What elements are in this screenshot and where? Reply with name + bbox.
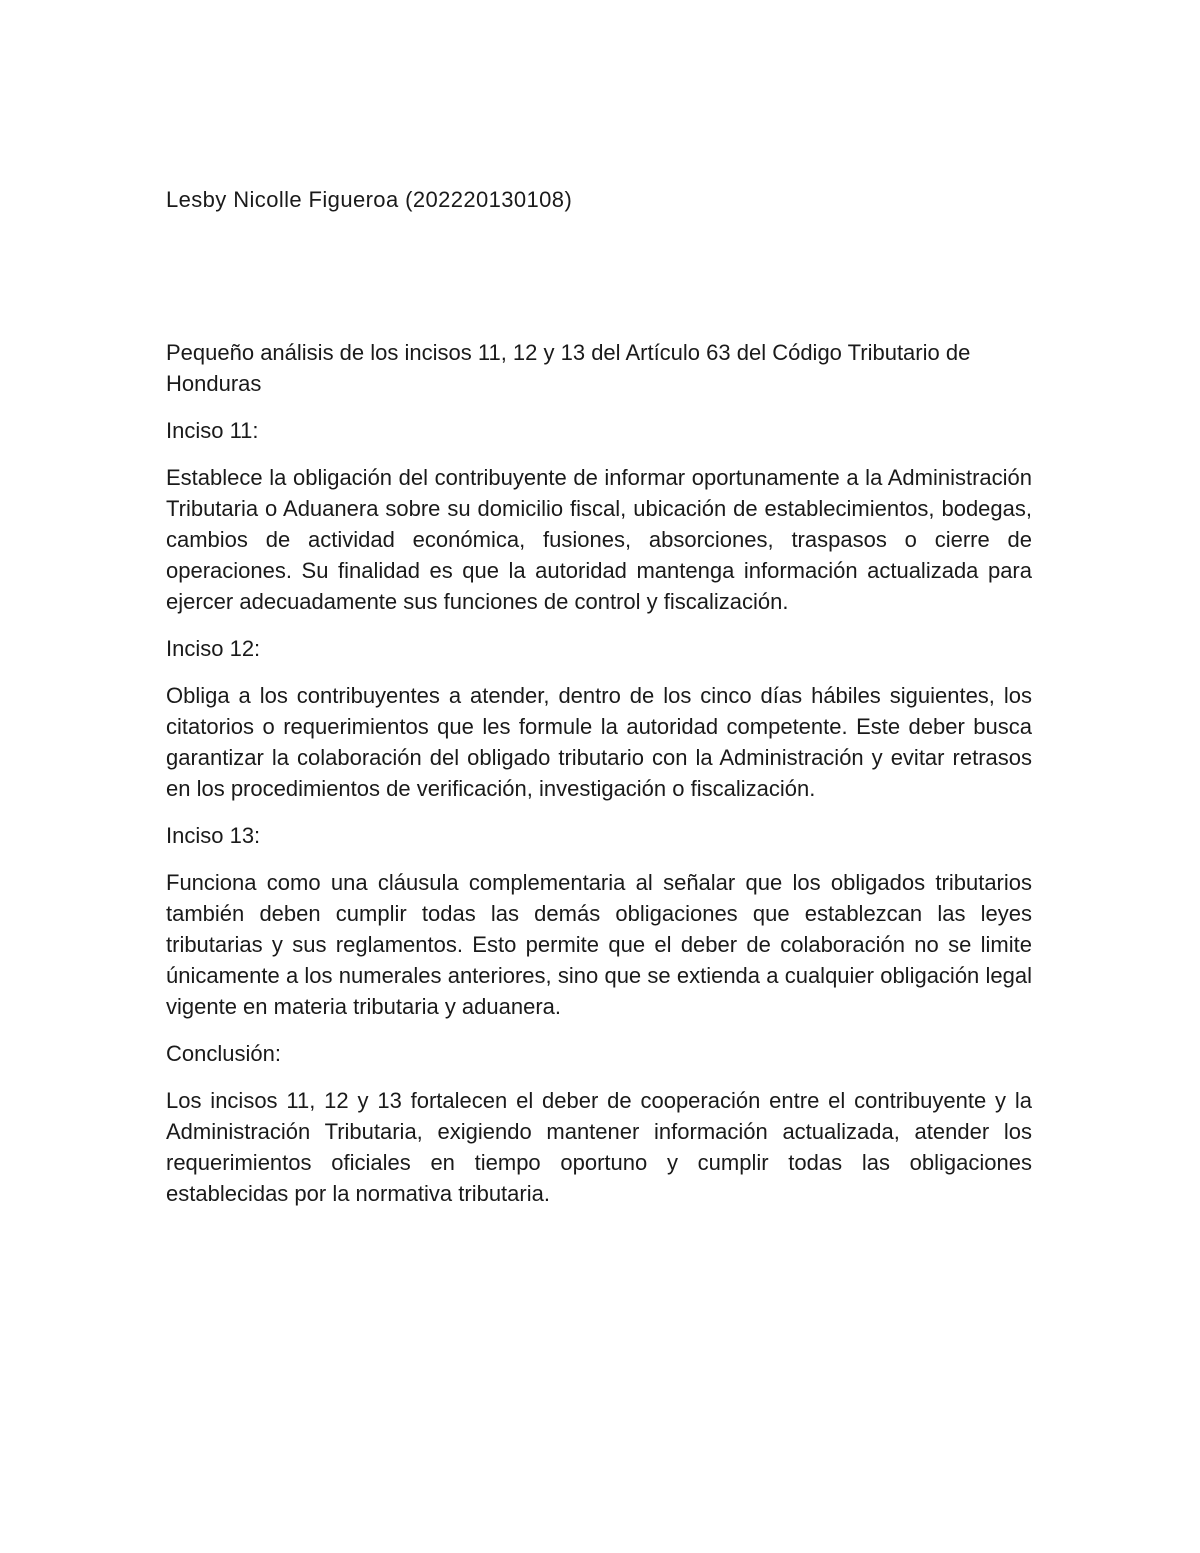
section-label-inciso-12: Inciso 12: xyxy=(166,636,261,661)
section-label-inciso-13: Inciso 13: xyxy=(166,823,261,848)
section-text-inciso-12: Obliga a los contribuyentes a atender, dentro de los cinco días hábiles siguientes, los citatorios o requerimientos que les formule la autoridad competente. Este deber busca garantizar la colaboración del obligado tributario con la Administración y evitar retrasos en los procedimientos de verificación, investigación o fiscalización. xyxy=(166,683,1032,801)
section-text-conclusion: Los incisos 11, 12 y 13 fortalecen el deber de cooperación entre el contribuyente y la Administración Tributaria, exigiendo mantener información actualizada, atender los requerimientos oficiales en tiempo oportuno y cumplir todas las obligaciones establecidas por la normativa tributaria. xyxy=(166,1088,1032,1206)
document-body xyxy=(166,184,1032,1209)
section-text-inciso-13: Funciona como una cláusula complementaria al señalar que los obligados tributarios también deben cumplir todas las demás obligaciones que establezcan las leyes tributarias y sus reglamentos. Esto permite que el deber de colaboración no se limite únicamente a los numerales anteriores, sino que se extienda a cualquier obligación legal vigente en materia tributaria y aduanera. xyxy=(166,870,1032,1019)
section-text-inciso-11: Establece la obligación del contribuyente de informar oportunamente a la Administración Tributaria o Aduanera sobre su domicilio fiscal, ubicación de establecimientos, bodegas, cambios de actividad económica, fusiones, absorciones, traspasos o cierre de operaciones. Su finalidad es que la autoridad mantenga información actualizada para ejercer adecuadamente sus funciones de control y fiscalización. xyxy=(166,465,1032,614)
section-label-inciso-11: Inciso 11: xyxy=(166,418,259,443)
section-label-conclusion: Conclusión: xyxy=(166,1041,281,1066)
document-title: Pequeño análisis de los incisos 11, 12 y 13 del Artículo 63 del Código Tributario de Honduras xyxy=(166,340,971,396)
author-line: Lesby Nicolle Figueroa (202220130108) xyxy=(166,187,573,212)
